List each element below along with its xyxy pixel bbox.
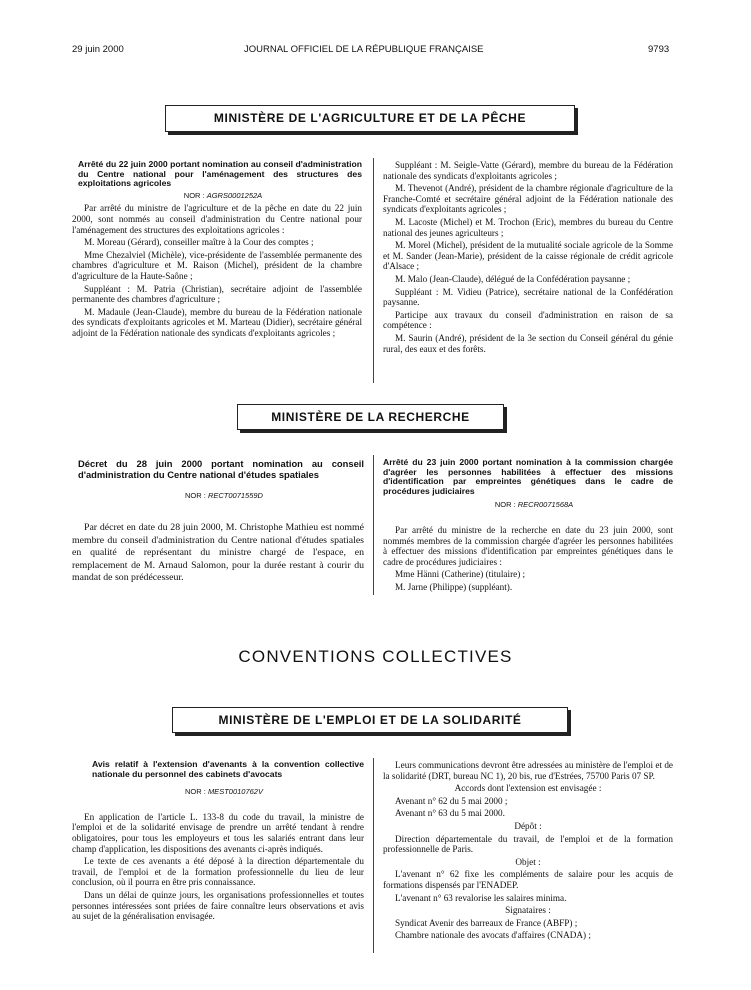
agriculture-right-column: [383, 160, 673, 356]
depot-label: Dépôt :: [514, 820, 542, 831]
paragraph: Suppléant : M. Patria (Christian), secrétaire adjoint de l'assemblée permanente des chambres d'agriculture ;: [72, 283, 362, 305]
header-journal-title: JOURNAL OFFICIEL DE LA RÉPUBLIQUE FRANÇAISE: [244, 44, 484, 55]
nor-code: MEST0010762V: [207, 787, 263, 797]
nor-label: NOR :: [185, 787, 208, 797]
paragraph: M. Morel (Michel), président de la mutualité sociale agricole de la Somme et M. Sander (Jean-Marie), président de la caisse régionale de crédit agricole d'Alsace ;: [383, 240, 673, 272]
agriculture-left-column: [72, 160, 362, 341]
paragraph: M. Saurin (André), président de la 3e section du Conseil général du génie rural, des eaux et des forêts.: [383, 332, 673, 354]
paragraph: Mme Hänni (Catherine) (titulaire) ;: [395, 569, 526, 580]
section-title-recherche: MINISTÈRE DE LA RECHERCHE: [237, 404, 504, 430]
paragraph: M. Lacoste (Michel) et M. Trochon (Eric), membres du bureau du Centre national des jeunes agriculteurs ;: [383, 216, 673, 238]
recherche-left-column: [72, 458, 364, 586]
nor-line: [72, 490, 364, 502]
paragraph: M. Moreau (Gérard), conseiller maître à la Cour des comptes ;: [84, 237, 314, 248]
paragraph: M. Malo (Jean-Claude), délégué de la Confédération paysanne ;: [395, 273, 631, 284]
nor-line: [383, 500, 673, 511]
nor-line: [72, 787, 364, 798]
nor-code: RECR0071568A: [517, 500, 574, 510]
article-heading: Avis relatif à l'extension d'avenants à la convention collective nationale du personnel des cabinets d'avocats: [92, 759, 364, 779]
paragraph: M. Thevenot (André), président de la chambre régionale d'agriculture de la Franche-Comté et secrétaire général adjoint de la Fédération nationale des syndicats d'exploitants agricoles ;: [383, 183, 673, 215]
accords-label: Accords dont l'extension est envisagée :: [454, 783, 602, 794]
column-divider: [373, 758, 374, 953]
header-page-number: 9793: [648, 44, 670, 55]
paragraph: M. Madaule (Jean-Claude), membre du bureau de la Fédération nationale des syndicats d'exploitants agricoles et M. Marteau (Didier), secrétaire général adjoint de la Fédération nationale des syndicats d'exploitants agricoles ;: [72, 306, 362, 338]
objet-label: Objet :: [515, 856, 541, 867]
conventions-collectives-title: CONVENTIONS COLLECTIVES: [238, 647, 513, 666]
paragraph: Par décret en date du 28 juin 2000, M. Christophe Mathieu est nommé membre du conseil d'administration du Centre national d'études spatiales en qualité de représentant du ministre chargé de l'espace, en remplacement de M. Arnaud Salomon, pour la durée restant à courir du mandat de son prédécesseur.: [72, 522, 364, 584]
column-divider: [373, 455, 374, 595]
paragraph: Dans un délai de quinze jours, les organisations professionnelles et toutes personnes intéressées sont priées de faire connaître leurs observations et avis au sujet de la généralisation envisagée.: [72, 889, 364, 922]
paragraph: Suppléant : M. Seigle-Vatte (Gérard), membre du bureau de la Fédération nationale des syndicats d'exploitants agricoles ;: [383, 160, 673, 181]
paragraph: L'avenant n° 63 revalorise les salaires minima.: [395, 892, 567, 903]
paragraph: Le texte de ces avenants a été déposé à la direction départementale du travail, de l'emploi et de la formation professionnelle du lieu de leur conclusion, où il pourra en être pris connaissance.: [72, 856, 364, 888]
recherche-right-column: [383, 458, 673, 595]
article-heading: Décret du 28 juin 2000 portant nomination au conseil d'administration du Centre national d'études spatiales: [78, 458, 364, 480]
section-title-agriculture: MINISTÈRE DE L'AGRICULTURE ET DE LA PÊCHE: [165, 105, 575, 132]
nor-label: NOR :: [183, 190, 207, 200]
nor-label: NOR :: [185, 491, 208, 500]
nor-label: NOR :: [494, 500, 518, 510]
nor-line: [72, 191, 362, 202]
paragraph: Direction départementale du travail, de l'emploi et de la formation professionnelle de Paris.: [383, 833, 673, 855]
article-heading: Arrêté du 22 juin 2000 portant nomination au conseil d'administration du Centre national pour l'aménagement des structures des exploitations agricoles: [78, 159, 362, 189]
list-item: Syndicat Avenir des barreaux de France (ABFP) ;: [395, 917, 578, 928]
paragraph: En application de l'article L. 133-8 du code du travail, la ministre de l'emploi et de la solidarité envisage de prendre un arrêté tendant à rendre obligatoires, pour tous les employeurs et tous les salariés entrant dans leur champ d'application, les dispositions des avenants ci-après indiqués.: [72, 811, 364, 854]
emploi-left-column: [72, 760, 364, 924]
list-item: Avenant n° 62 du 5 mai 2000 ;: [395, 795, 508, 806]
paragraph: Suppléant : M. Vidieu (Patrice), secrétaire national de la Confédération paysanne.: [383, 286, 673, 308]
header-date: 29 juin 2000: [72, 44, 124, 55]
list-item: Avenant n° 63 du 5 mai 2000.: [395, 808, 505, 819]
paragraph: Par arrêté du ministre de la recherche en date du 23 juin 2000, sont nommés membres de la commission chargée d'agréer les personnes habilitées à effectuer des missions d'identification par empreintes génétiques dans le cadre de procédures judiciaires :: [383, 524, 673, 567]
section-title-emploi: MINISTÈRE DE L'EMPLOI ET DE LA SOLIDARITÉ: [172, 707, 568, 733]
column-divider: [373, 158, 374, 383]
nor-code: AGRS0001252A: [206, 190, 263, 200]
signataires-label: Signataires :: [505, 905, 551, 916]
paragraph: Participe aux travaux du conseil d'administration en raison de sa compétence :: [383, 309, 673, 331]
emploi-right-column: [383, 760, 673, 943]
paragraph: Par arrêté du ministre de l'agriculture et de la pêche en date du 22 juin 2000, sont nommés au conseil d'administration du Centre national pour l'aménagement des structures des exploitations agricoles :: [72, 203, 362, 235]
article-heading: Arrêté du 23 juin 2000 portant nomination à la commission chargée d'agréer les personnes habilitées à effectuer des missions d'identification par empreintes génétiques dans le cadre de procédures judiciaires: [383, 457, 673, 496]
nor-code: RECT0071559D: [207, 491, 263, 500]
paragraph: Mme Chezalviel (Michèle), vice-présidente de l'assemblée permanente des chambres d'agriculture et M. Raison (Michel), président de la chambre d'agriculture de la Haute-Saône ;: [72, 249, 362, 281]
paragraph: M. Jarne (Philippe) (suppléant).: [395, 581, 513, 592]
list-item: Chambre nationale des avocats d'affaires (CNADA) ;: [395, 930, 591, 941]
paragraph: L'avenant n° 62 fixe les compléments de salaire pour les acquis de formations dispensés par l'ENADEP.: [383, 869, 673, 890]
paragraph: Leurs communications devront être adressées au ministère de l'emploi et de la solidarité (DRT, bureau NC 1), 20 bis, rue d'Estrées, 75700 Paris 07 SP.: [383, 760, 673, 781]
